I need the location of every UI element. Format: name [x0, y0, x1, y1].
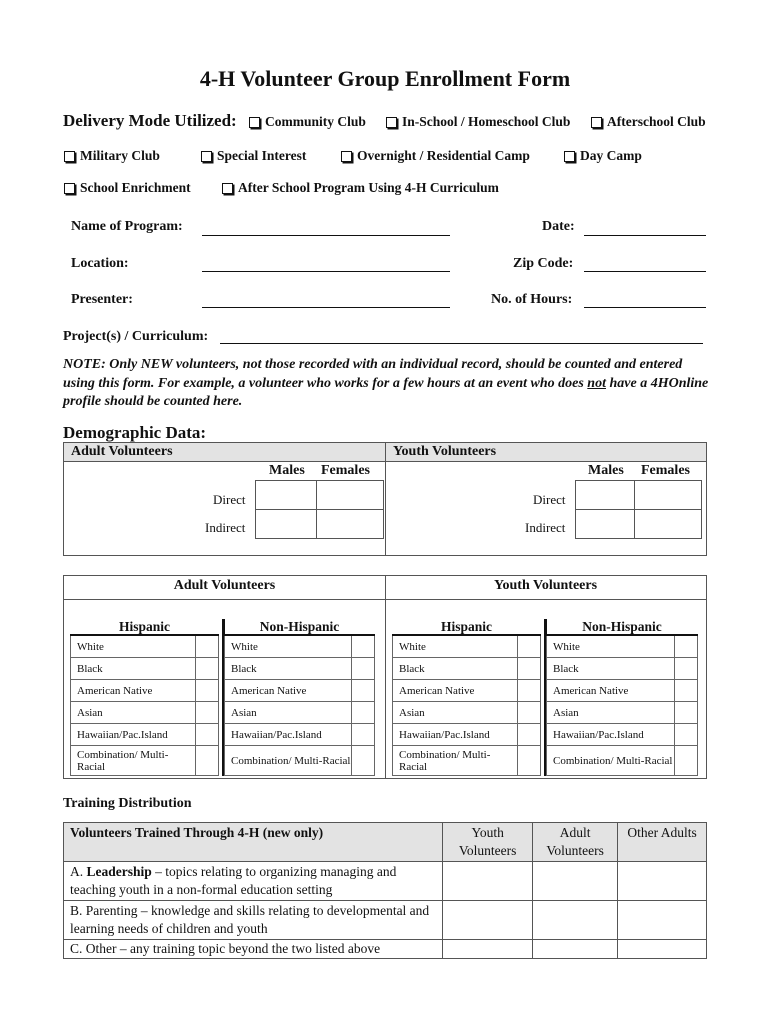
count-cell[interactable]: [352, 658, 375, 680]
delivery-mode-label: Delivery Mode Utilized:: [63, 111, 237, 130]
count-cell[interactable]: [518, 658, 541, 680]
demographic-table: [63, 442, 707, 556]
race-label: Combination/ Multi-Racial: [225, 746, 352, 776]
program-name-field[interactable]: [202, 235, 450, 236]
program-name-label: Name of Program:: [71, 219, 183, 234]
race-label: Combination/ Multi-Racial: [71, 746, 196, 776]
count-cell[interactable]: [618, 901, 707, 940]
count-cell[interactable]: [196, 680, 219, 702]
hours-label: No. of Hours:: [491, 292, 573, 307]
count-cell[interactable]: [196, 746, 219, 776]
checkbox-icon[interactable]: [64, 183, 75, 194]
adult-direct-label: Direct: [213, 492, 246, 507]
adult-indirect-label: Indirect: [205, 520, 246, 535]
adult-volunteers-header: Adult Volunteers: [71, 444, 173, 459]
zip-code-field[interactable]: [584, 271, 706, 272]
adult-females-label: Females: [321, 463, 370, 478]
count-cell[interactable]: [518, 702, 541, 724]
adult-hispanic-header: Hispanic: [71, 619, 219, 635]
checkbox-icon[interactable]: [591, 117, 602, 128]
checkbox-icon[interactable]: [222, 183, 233, 194]
count-cell[interactable]: [675, 680, 698, 702]
checkbox-icon[interactable]: [201, 151, 212, 162]
count-cell[interactable]: [352, 702, 375, 724]
training-row-other: C. Other – any training topic beyond the two listed above: [64, 940, 443, 959]
training-col-topic: Volunteers Trained Through 4-H (new only): [64, 823, 443, 862]
location-field[interactable]: [202, 271, 450, 272]
adult-direct-females-cell[interactable]: [317, 481, 384, 510]
race-label: Hawaiian/Pac.Island: [393, 724, 518, 746]
race-label: American Native: [393, 680, 518, 702]
training-row-leadership: A. Leadership – topics relating to organizing managing and teaching youth in a non-formal education setting: [64, 862, 443, 901]
race-label: White: [393, 635, 518, 658]
count-cell[interactable]: [518, 635, 541, 658]
count-cell[interactable]: [618, 862, 707, 901]
youth-direct-females-cell[interactable]: [635, 481, 702, 510]
adult-gender-grid: [255, 480, 384, 539]
ethnicity-youth-header: Youth Volunteers: [493, 578, 598, 593]
race-label: Asian: [225, 702, 352, 724]
youth-volunteers-header: Youth Volunteers: [393, 444, 497, 459]
race-label: Hawaiian/Pac.Island: [225, 724, 352, 746]
youth-females-label: Females: [641, 463, 690, 478]
race-label: Black: [225, 658, 352, 680]
count-cell[interactable]: [196, 702, 219, 724]
count-cell[interactable]: [675, 658, 698, 680]
count-cell[interactable]: [533, 901, 618, 940]
race-label: Hawaiian/Pac.Island: [71, 724, 196, 746]
date-field[interactable]: [584, 235, 706, 236]
count-cell[interactable]: [443, 862, 533, 901]
count-cell[interactable]: [675, 746, 698, 776]
youth-gender-grid: [575, 480, 702, 539]
race-label: American Native: [225, 680, 352, 702]
race-label: Black: [71, 658, 196, 680]
youth-males-label: Males: [588, 463, 624, 478]
presenter-label: Presenter:: [71, 292, 133, 307]
checkbox-special-interest[interactable]: Special Interest: [201, 148, 306, 164]
training-col-adult: Adult Volunteers: [533, 823, 618, 862]
date-label: Date:: [542, 219, 575, 234]
ethnicity-adult-header: Adult Volunteers: [173, 578, 276, 593]
youth-direct-males-cell[interactable]: [576, 481, 635, 510]
hours-field[interactable]: [584, 307, 706, 308]
zip-code-label: Zip Code:: [513, 256, 574, 271]
checkbox-icon[interactable]: [249, 117, 260, 128]
race-label: American Native: [547, 680, 675, 702]
adult-indirect-males-cell[interactable]: [256, 510, 317, 539]
checkbox-in-school-club[interactable]: In-School / Homeschool Club: [386, 114, 570, 130]
demographic-heading: Demographic Data:: [63, 423, 207, 442]
race-label: American Native: [71, 680, 196, 702]
race-label: Asian: [547, 702, 675, 724]
youth-indirect-label: Indirect: [525, 520, 566, 535]
race-label: Combination/ Multi-Racial: [393, 746, 518, 776]
youth-direct-label: Direct: [533, 492, 566, 507]
checkbox-icon[interactable]: [341, 151, 352, 162]
race-label: White: [547, 635, 675, 658]
youth-non-hispanic-table: [546, 619, 698, 776]
count-cell[interactable]: [352, 746, 375, 776]
youth-non-hispanic-header: Non-Hispanic: [547, 619, 698, 635]
youth-hispanic-header: Hispanic: [393, 619, 541, 635]
training-col-other: Other Adults: [618, 823, 707, 862]
project-field[interactable]: [220, 343, 703, 344]
count-cell[interactable]: [352, 680, 375, 702]
count-cell[interactable]: [533, 862, 618, 901]
checkbox-school-enrichment[interactable]: School Enrichment: [64, 180, 191, 196]
count-cell[interactable]: [196, 724, 219, 746]
checkbox-afterschool-club[interactable]: Afterschool Club: [591, 114, 706, 130]
race-label: Asian: [71, 702, 196, 724]
form-title: 4-H Volunteer Group Enrollment Form: [199, 66, 571, 91]
training-col-youth: Youth Volunteers: [443, 823, 533, 862]
count-cell[interactable]: [533, 940, 618, 959]
count-cell[interactable]: [675, 702, 698, 724]
race-label: Black: [547, 658, 675, 680]
checkbox-day-camp[interactable]: Day Camp: [564, 148, 642, 164]
count-cell[interactable]: [352, 635, 375, 658]
race-label: Combination/ Multi-Racial: [547, 746, 675, 776]
race-label: White: [225, 635, 352, 658]
training-row-parenting: B. Parenting – knowledge and skills relating to developmental and learning needs of children and youth: [64, 901, 443, 940]
youth-indirect-males-cell[interactable]: [576, 510, 635, 539]
note-text: NOTE: Only NEW volunteers, not those recorded with an individual record, should be counted and entered using this form. For example, a volunteer who works for a few hours at an event who does not have a 4HOnline profile should be counted here.: [63, 357, 709, 409]
count-cell[interactable]: [443, 901, 533, 940]
count-cell[interactable]: [518, 680, 541, 702]
checkbox-community-club[interactable]: Community Club: [249, 114, 366, 130]
count-cell[interactable]: [518, 746, 541, 776]
adult-males-label: Males: [269, 463, 305, 478]
count-cell[interactable]: [196, 635, 219, 658]
count-cell[interactable]: [352, 724, 375, 746]
checkbox-icon[interactable]: [564, 151, 575, 162]
count-cell[interactable]: [618, 940, 707, 959]
adult-non-hispanic-header: Non-Hispanic: [225, 619, 375, 635]
count-cell[interactable]: [675, 724, 698, 746]
checkbox-military-club[interactable]: Military Club: [64, 148, 160, 164]
adult-non-hispanic-table: [224, 619, 375, 776]
adult-hispanic-table: [70, 619, 219, 776]
youth-hispanic-table: [392, 619, 541, 776]
project-label: Project(s) / Curriculum:: [63, 329, 209, 344]
checkbox-icon[interactable]: [386, 117, 397, 128]
race-label: Hawaiian/Pac.Island: [547, 724, 675, 746]
race-label: Black: [393, 658, 518, 680]
location-label: Location:: [71, 256, 129, 271]
checkbox-after-school-program[interactable]: After School Program Using 4-H Curriculum: [222, 180, 499, 196]
training-table: [63, 822, 707, 959]
checkbox-icon[interactable]: [64, 151, 75, 162]
race-label: White: [71, 635, 196, 658]
count-cell[interactable]: [443, 940, 533, 959]
presenter-field[interactable]: [202, 307, 450, 308]
count-cell[interactable]: [518, 724, 541, 746]
training-heading: Training Distribution: [63, 796, 192, 811]
checkbox-overnight-camp[interactable]: Overnight / Residential Camp: [341, 148, 530, 164]
adult-indirect-females-cell[interactable]: [317, 510, 384, 539]
count-cell[interactable]: [675, 635, 698, 658]
youth-indirect-females-cell[interactable]: [635, 510, 702, 539]
race-label: Asian: [393, 702, 518, 724]
adult-direct-males-cell[interactable]: [256, 481, 317, 510]
count-cell[interactable]: [196, 658, 219, 680]
